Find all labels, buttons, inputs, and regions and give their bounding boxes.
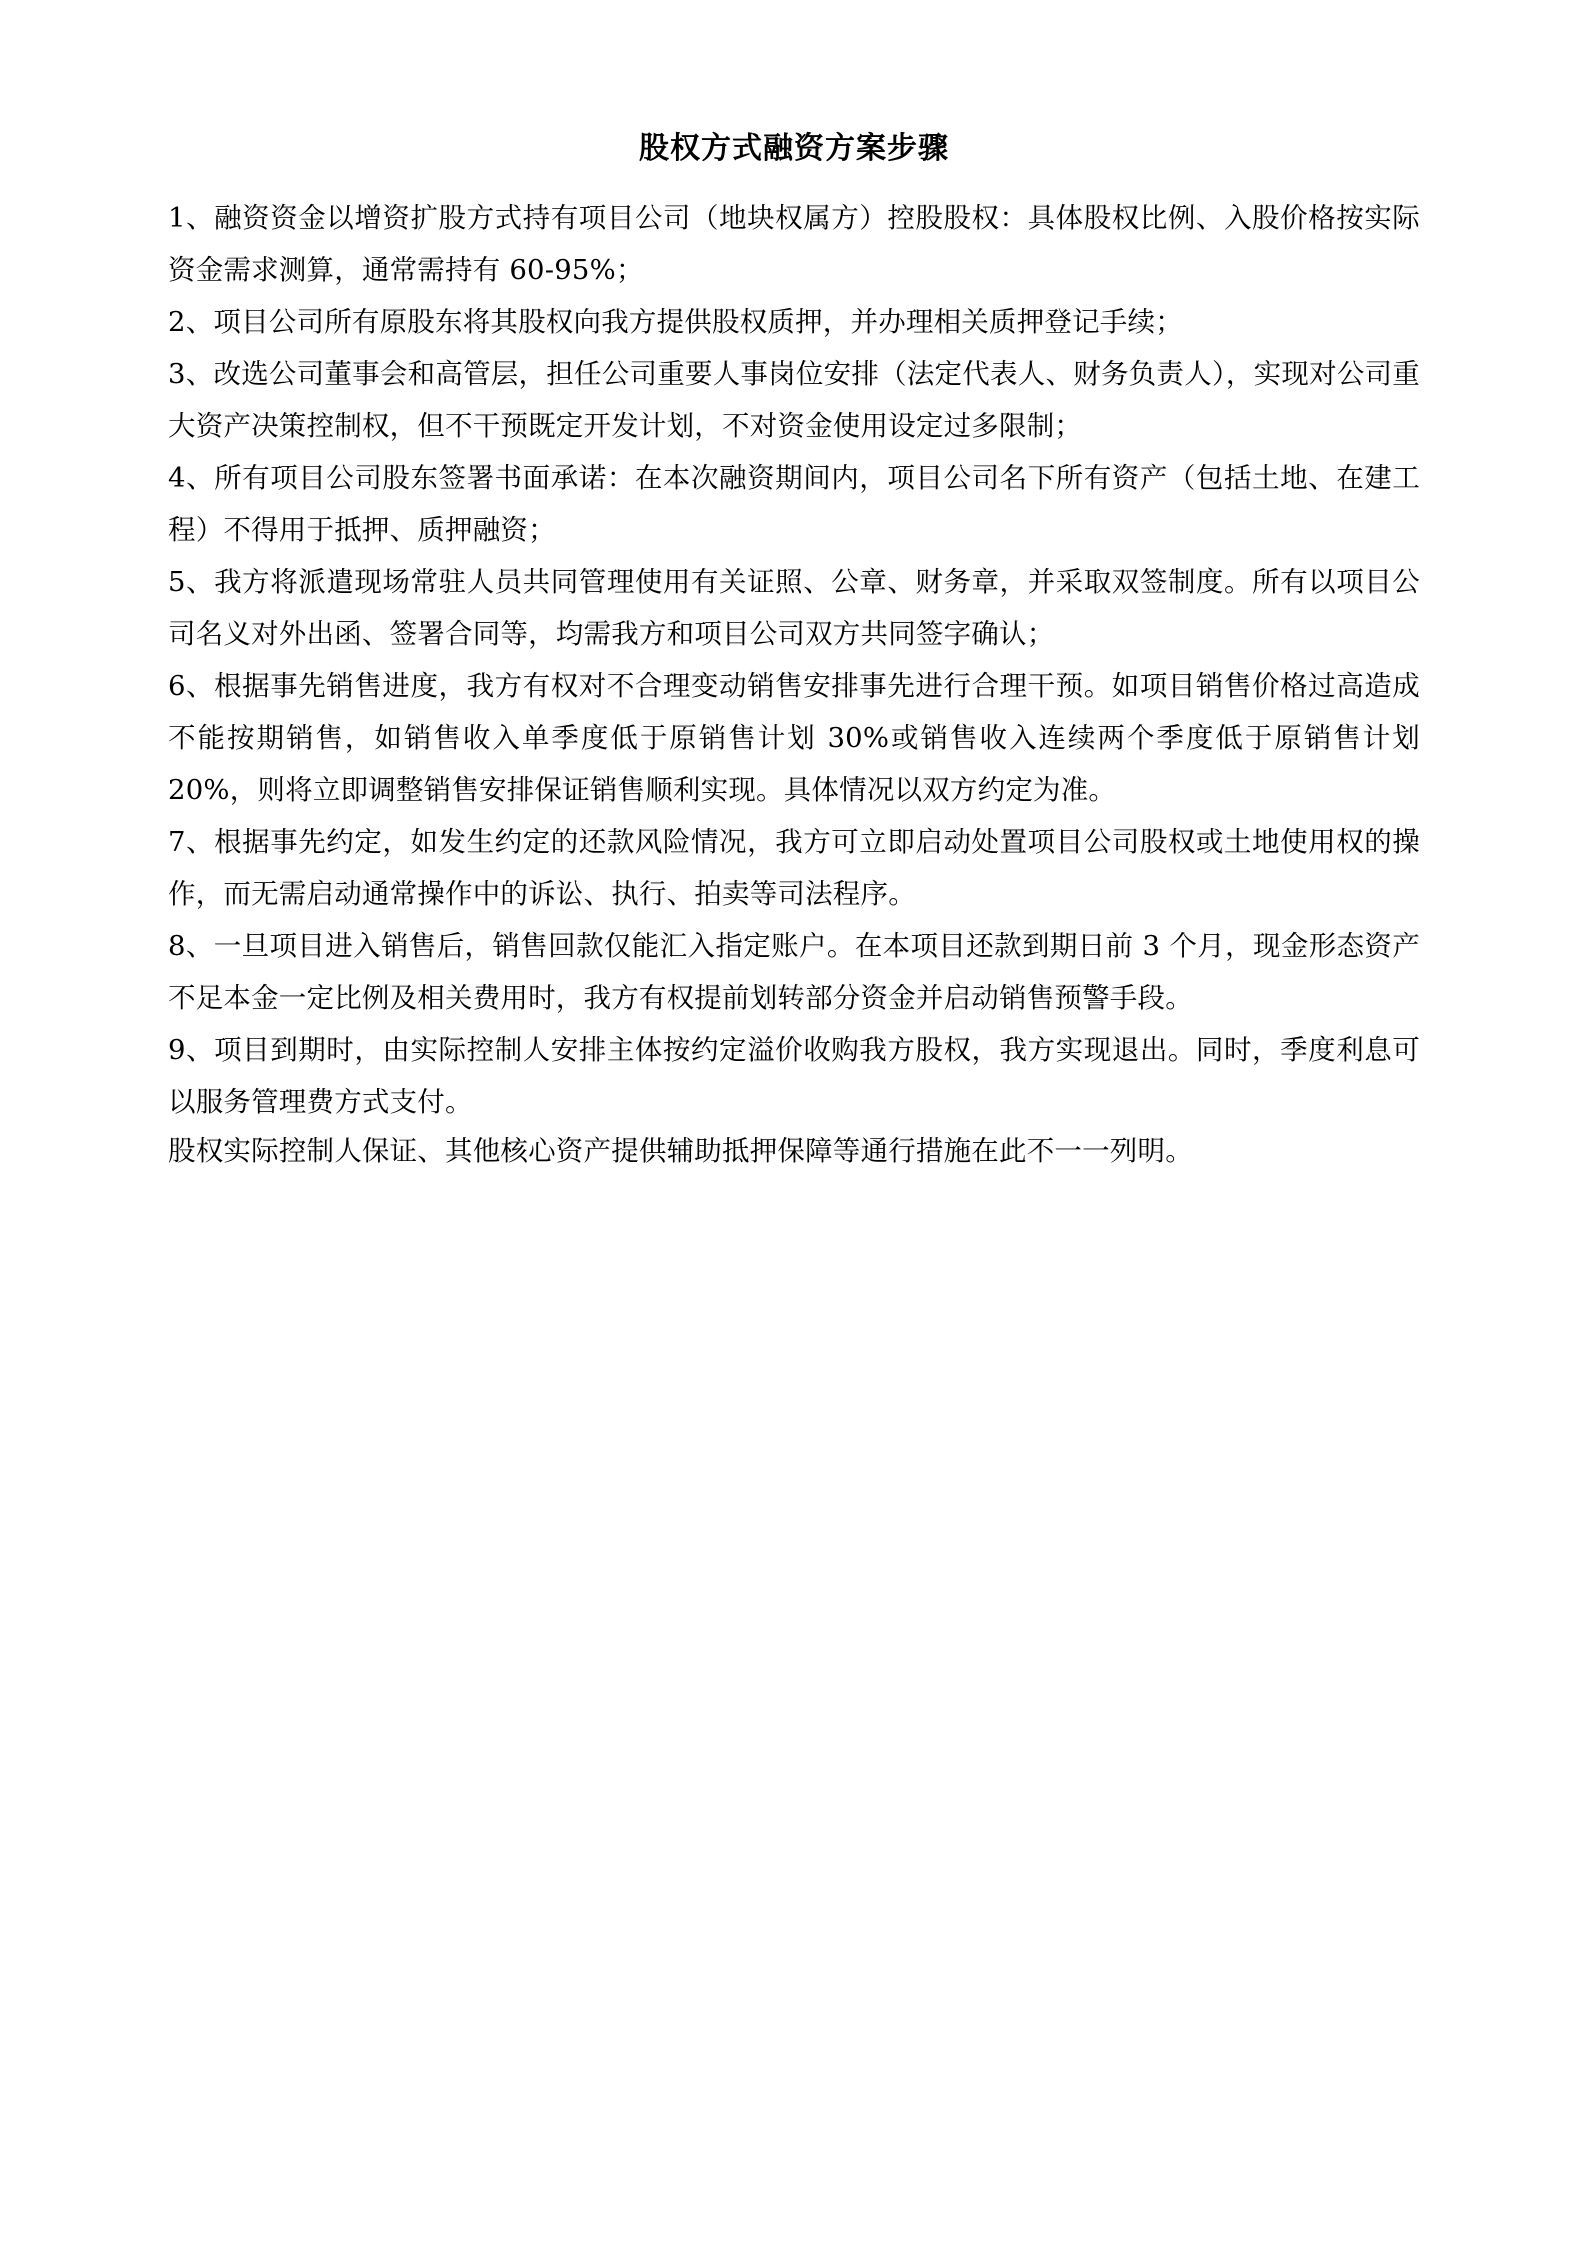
page-title: 股权方式融资方案步骤 <box>639 131 949 166</box>
paragraph-5: 5、我方将派遣现场常驻人员共同管理使用有关证照、公章、财务章，并采取双签制度。所有以项目公司名义对外出函、签署合同等，均需我方和项目公司双方共同签字确认； <box>168 566 1420 650</box>
paragraph-2: 2、项目公司所有原股东将其股权向我方提供股权质押，并办理相关质押登记手续； <box>168 306 1183 338</box>
paragraph-9: 9、项目到期时，由实际控制人安排主体按约定溢价收购我方股权，我方实现退出。同时，季度利息可以服务管理费方式支付。 <box>168 1034 1420 1118</box>
paragraph-7: 7、根据事先约定，如发生约定的还款风险情况，我方可立即启动处置项目公司股权或土地使用权的操作，而无需启动通常操作中的诉讼、执行、拍卖等司法程序。 <box>168 826 1420 910</box>
paragraph-3: 3、改选公司董事会和高管层，担任公司重要人事岗位安排（法定代表人、财务负责人），实现对公司重大资产决策控制权，但不干预既定开发计划，不对资金使用设定过多限制； <box>168 358 1420 442</box>
paragraph-1: 1、融资资金以增资扩股方式持有项目公司（地块权属方）控股股权：具体股权比例、入股价格按实际资金需求测算，通常需持有 60-95%； <box>168 202 1420 286</box>
paragraph-8: 8、一旦项目进入销售后，销售回款仅能汇入指定账户。在本项目还款到期日前 3 个月，现金形态资产不足本金一定比例及相关费用时，我方有权提前划转部分资金并启动销售预警手段。 <box>168 930 1420 1014</box>
paragraph-4: 4、所有项目公司股东签署书面承诺：在本次融资期间内，项目公司名下所有资产（包括土地、在建工程）不得用于抵押、质押融资； <box>168 462 1420 546</box>
paragraph-closing: 股权实际控制人保证、其他核心资产提供辅助抵押保障等通行措施在此不一一列明。 <box>168 1135 1193 1167</box>
paragraph-6: 6、根据事先销售进度，我方有权对不合理变动销售安排事先进行合理干预。如项目销售价格过高造成不能按期销售，如销售收入单季度低于原销售计划 30%或销售收入连续两个季度低于原销售计划 20%，则将立即调整销售安排保证销售顺利实现。具体情况以双方约定为准。 <box>168 670 1420 806</box>
document-body <box>168 128 1420 1174</box>
